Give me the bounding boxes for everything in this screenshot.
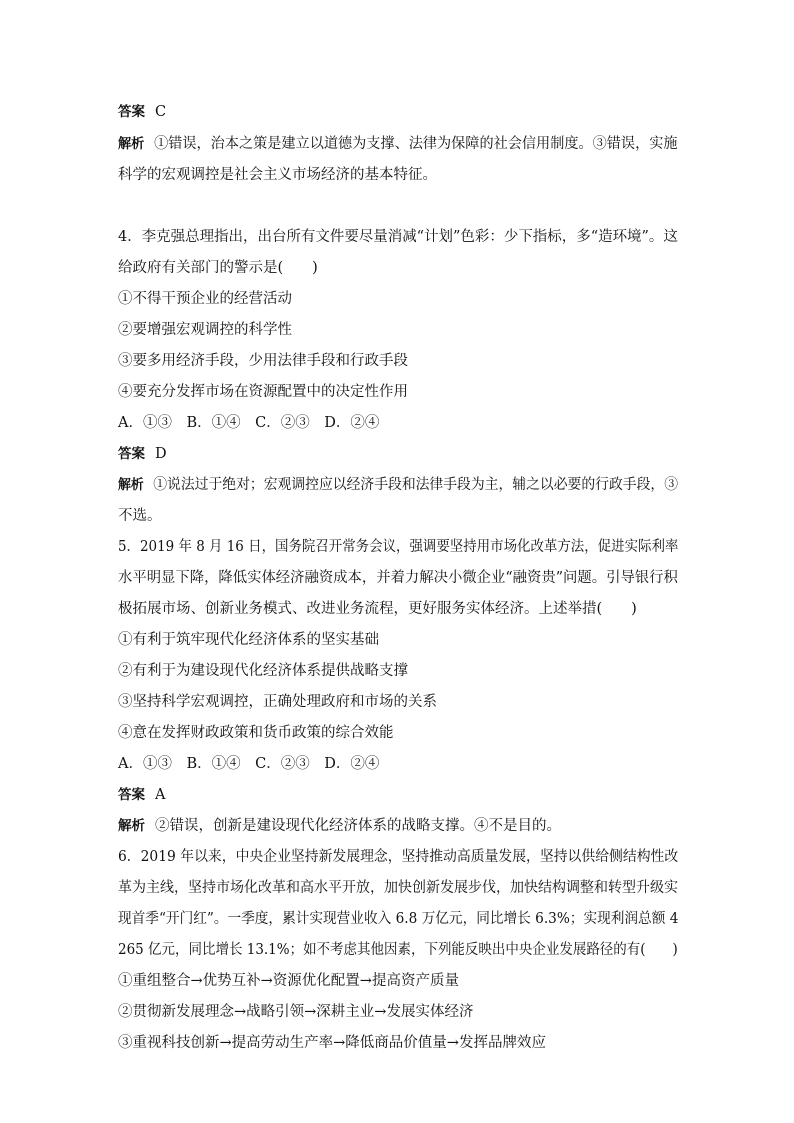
answer-label: 答案 [118, 787, 145, 803]
explanation-line [118, 816, 678, 836]
question-stem: 极拓展市场、创新业务模式、改进业务流程，更好服务实体经济。上述举措( ) [118, 601, 637, 617]
question-stem: 6．2019 年以来，中央企业坚持新发展理念，坚持推动高质量发展，坚持以供给侧结构性改 [118, 849, 679, 865]
explanation-line [118, 134, 678, 154]
answer-label: 答案 [118, 104, 145, 120]
explanation-label: 解析 [118, 477, 144, 493]
answer-value: A [155, 787, 166, 803]
option-item: ④意在发挥财政政策和货币政策的综合效能 [118, 725, 394, 741]
explanation-label: 解析 [118, 136, 145, 152]
answer-line [118, 102, 678, 122]
answer-line [118, 785, 678, 805]
option-item: ②要增强宏观调控的科学性 [118, 322, 292, 338]
explanation-text: ①说法过于绝对；宏观调控应以经济手段和法律手段为主，辅之以必要的行政手段，③ [153, 477, 679, 493]
option-item: ①有利于筑牢现代化经济体系的坚实基础 [118, 632, 379, 648]
option-item: ③坚持科学宏观调控，正确处理政府和市场的关系 [118, 694, 437, 710]
explanation-text: 不选。 [118, 508, 162, 524]
option-item: ④要充分发挥市场在资源配置中的决定性作用 [118, 384, 408, 400]
answer-value: D [155, 446, 167, 462]
option-item: ③重视科技创新→提高劳动生产率→降低商品价值量→发挥品牌效应 [118, 1035, 546, 1051]
question-stem: 265 亿元，同比增长 13.1%；如不考虑其他因素，下列能反映出中央企业发展路径的有( ) [118, 942, 678, 958]
question-stem: 给政府有关部门的警示是( ) [118, 260, 318, 276]
answer-choices: A．①③ B．①④ C．②③ D．②④ [118, 415, 380, 431]
question-stem: 现首季“开门红”。一季度，累计实现营业收入 6.8 万亿元，同比增长 6.3%；实现利润总额 4 [118, 911, 679, 927]
question-stem: 水平明显下降，降低实体经济融资成本，并着力解决小微企业“融资贵”问题。引导银行积 [118, 570, 678, 586]
explanation-line [118, 475, 679, 495]
answer-choices: A．①③ B．①④ C．②③ D．②④ [118, 756, 380, 772]
explanation-text: ②错误，创新是建设现代化经济体系的战略支撑。④不是目的。 [155, 818, 561, 834]
question-stem: 4．李克强总理指出，出台所有文件要尽量消减“计划”色彩：少下指标，多“造环境”。这 [118, 229, 678, 245]
option-item: ②有利于为建设现代化经济体系提供战略支撑 [118, 663, 408, 679]
explanation-text: ①错误，治本之策是建立以道德为支撑、法律为保障的社会信用制度。③错误，实施 [154, 136, 678, 152]
question-stem: 革为主线，坚持市场化改革和高水平开放，加快创新发展步伐，加快结构调整和转型升级实 [118, 880, 678, 896]
answer-label: 答案 [118, 446, 145, 462]
explanation-text: 科学的宏观调控是社会主义市场经济的基本特征。 [118, 167, 437, 183]
answer-value: C [155, 104, 167, 120]
option-item: ①重组整合→优势互补→资源优化配置→提高资产质量 [118, 973, 459, 989]
option-item: ②贯彻新发展理念→战略引领→深耕主业→发展实体经济 [118, 1004, 474, 1020]
explanation-label: 解析 [118, 818, 145, 834]
option-item: ①不得干预企业的经营活动 [118, 291, 292, 307]
question-stem: 5．2019 年 8 月 16 日，国务院召开常务会议，强调要坚持用市场化改革方法，促进实际利率 [118, 539, 679, 555]
option-item: ③要多用经济手段，少用法律手段和行政手段 [118, 353, 408, 369]
answer-line [118, 444, 678, 464]
